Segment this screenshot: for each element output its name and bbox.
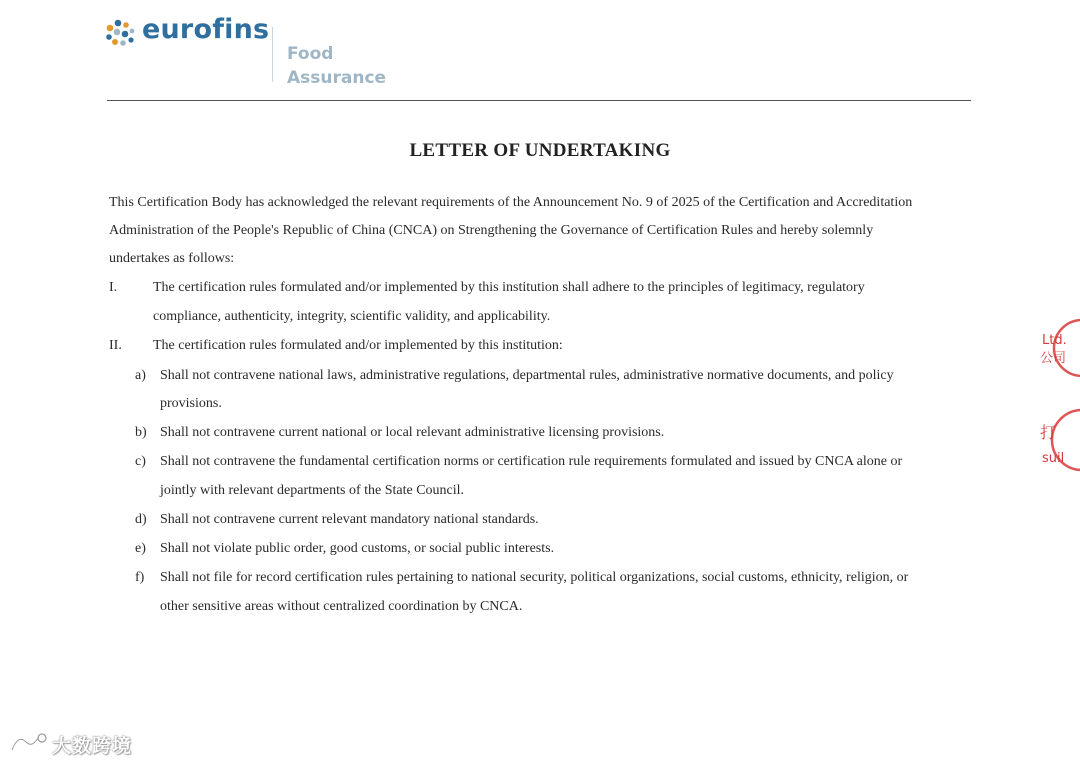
subitem-label-d: d) [135, 512, 147, 527]
seal-text-ltd: Ltd. [1042, 333, 1067, 348]
brand-name: eurofins [142, 14, 270, 45]
subitem-c-line-2: jointly with relevant departments of the State Council. [160, 483, 465, 498]
intro-line-1: This Certification Body has acknowledged the relevant requirements of the Announcement No. 9 of 2025 of the Certification and Accreditation [109, 195, 913, 210]
header-divider [107, 100, 971, 101]
item-i-line-1: The certification rules formulated and/or implemented by this institution shall adhere to the principles of legitimacy, regulatory [153, 280, 865, 295]
business-unit [287, 42, 386, 90]
intro-line-2: Administration of the People's Republic of China (CNCA) on Strengthening the Governance of Certification Rules and hereby solemnly [109, 223, 874, 238]
subitem-f-line-1: Shall not file for record certification rules pertaining to national security, political organizations, social customs, ethnicity, religion, or [160, 570, 909, 585]
subitem-b-line-1: Shall not contravene current national or local relevant administrative licensing provisions. [160, 425, 665, 440]
subitem-label-c: c) [135, 454, 146, 469]
business-unit-line2: Assurance [287, 68, 387, 88]
company-seal-fragment-lower [1034, 404, 1080, 476]
watermark-logo-icon [8, 730, 50, 756]
brand-divider [272, 27, 273, 82]
seal-text-company: 公司 [1040, 351, 1067, 366]
seal-text-char: 打 [1040, 423, 1057, 442]
subitem-d-line-1: Shall not contravene current relevant mandatory national standards. [160, 512, 539, 527]
company-seal-fragment-upper [1034, 318, 1080, 378]
subitem-a-line-1: Shall not contravene national laws, administrative regulations, departmental rules, administrative normative documents, and policy [160, 368, 894, 383]
item-number-ii: II. [109, 338, 122, 353]
subitem-f-line-2: other sensitive areas without centralized coordination by CNCA. [160, 599, 523, 614]
business-unit-line1: Food [287, 44, 334, 64]
subitem-label-a: a) [135, 368, 146, 383]
watermark-text: 大数跨境 [52, 735, 133, 757]
subitem-a-line-2: provisions. [160, 396, 222, 411]
subitem-c-line-1: Shall not contravene the fundamental certification norms or certification rule requirements formulated and issued by CNCA alone or [160, 454, 903, 469]
document-title: LETTER OF UNDERTAKING [409, 140, 671, 161]
intro-line-3: undertakes as follows: [109, 251, 235, 266]
item-i-line-2: compliance, authenticity, integrity, scientific validity, and applicability. [153, 309, 551, 324]
subitem-label-b: b) [135, 425, 147, 440]
seal-text-suil: suil [1042, 451, 1065, 466]
item-ii-line-1: The certification rules formulated and/or implemented by this institution: [153, 338, 563, 353]
subitem-label-f: f) [135, 570, 145, 585]
subitem-e-line-1: Shall not violate public order, good customs, or social public interests. [160, 541, 555, 556]
subitem-label-e: e) [135, 541, 146, 556]
eurofins-logo-icon [104, 18, 136, 50]
item-number-i: I. [109, 280, 118, 295]
